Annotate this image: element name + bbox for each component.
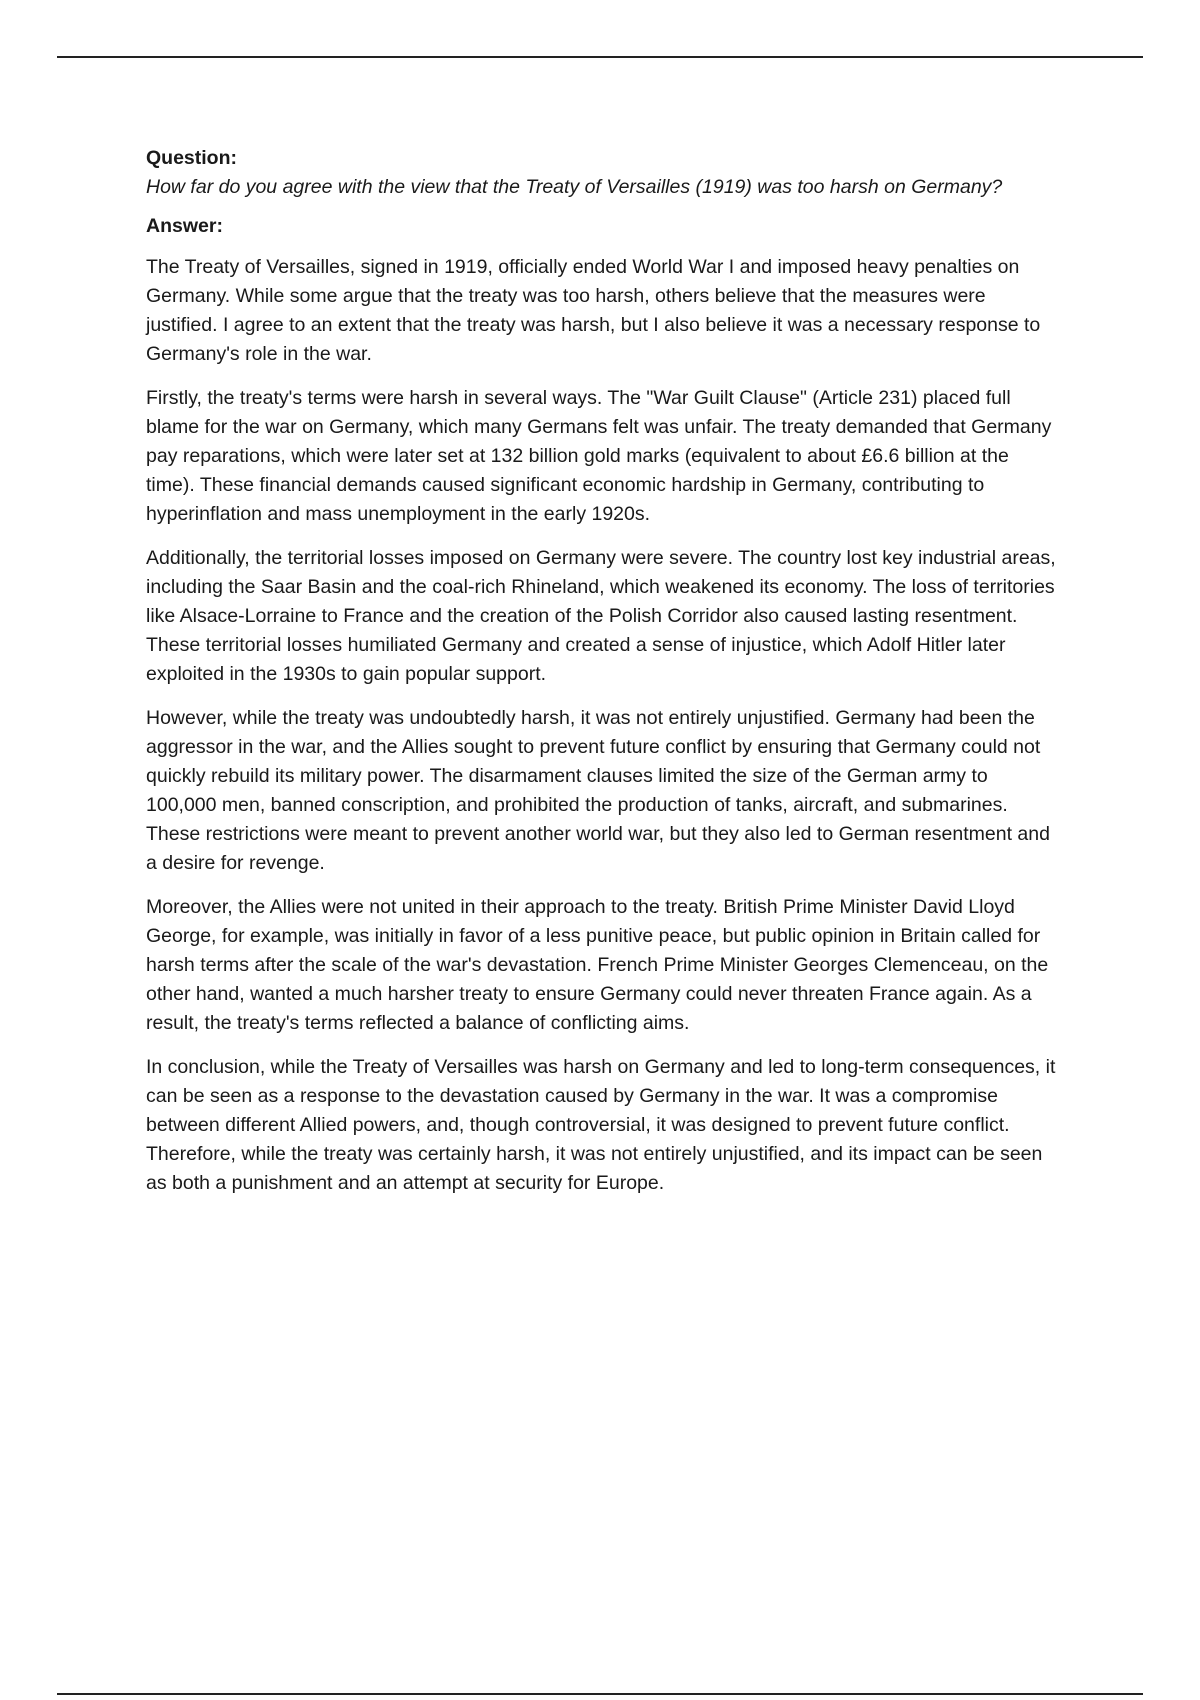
footer-rule [57,1693,1143,1695]
paragraph-conclusion: In conclusion, while the Treaty of Versailles was harsh on Germany and led to long-term consequences, it can be seen as a response to the devastation caused by Germany in the war. It was a compromise between different Allied powers, and, though controversial, it was designed to prevent future conflict. Therefore, while the treaty was certainly harsh, it was not entirely unjustified, and its impact can be seen as both a punishment and an attempt at security for Europe. [146,1056,1056,1194]
paragraph-territorial-losses: Additionally, the territorial losses imposed on Germany were severe. The country lost key industrial areas, including the Saar Basin and the coal-rich Rhineland, which weakened its economy. The loss of territories like Alsace-Lorraine to France and the creation of the Polish Corridor also caused lasting resentment. These territorial losses humiliated Germany and created a sense of injustice, which Adolf Hitler later exploited in the 1930s to gain popular support. [146,547,1056,685]
paragraph-intro: The Treaty of Versailles, signed in 1919, officially ended World War I and imposed heavy penalties on Germany. While some argue that the treaty was too harsh, others believe that the measures were justified. I agree to an extent that the treaty was harsh, but I also believe it was a necessary response to Germany's role in the war. [146,256,1041,365]
paragraph-justification: However, while the treaty was undoubtedly harsh, it was not entirely unjustified. Germany had been the aggressor in the war, and the Allies sought to prevent future conflict by ensuring that Germany could not quickly rebuild its military power. The disarmament clauses limited the size of the German army to 100,000 men, banned conscription, and prohibited the production of tanks, aircraft, and submarines. These restrictions were meant to prevent another world war, but they also led to German resentment and a desire for revenge. [146,707,1050,874]
document-body [146,144,1061,1213]
question-label: Question: [146,147,237,169]
paragraph-allied-disunity: Moreover, the Allies were not united in their approach to the treaty. British Prime Minister David Lloyd George, for example, was initially in favor of a less punitive peace, but public opinion in Britain called for harsh terms after the scale of the war's devastation. French Prime Minister Georges Clemenceau, on the other hand, wanted a much harsher treaty to ensure Germany could never threaten France again. As a result, the treaty's terms reflected a balance of conflicting aims. [146,896,1049,1034]
answer-label: Answer: [146,215,223,237]
header-rule [57,56,1143,58]
question-text: How far do you agree with the view that the Treaty of Versailles (1919) was too harsh on Germany? [146,176,1003,198]
paragraph-harsh-terms: Firstly, the treaty's terms were harsh in several ways. The "War Guilt Clause" (Article 231) placed full blame for the war on Germany, which many Germans felt was unfair. The treaty demanded that Germany pay reparations, which were later set at 132 billion gold marks (equivalent to about £6.6 billion at the time). These financial demands caused significant economic hardship in Germany, contributing to hyperinflation and mass unemployment in the early 1920s. [146,387,1052,525]
